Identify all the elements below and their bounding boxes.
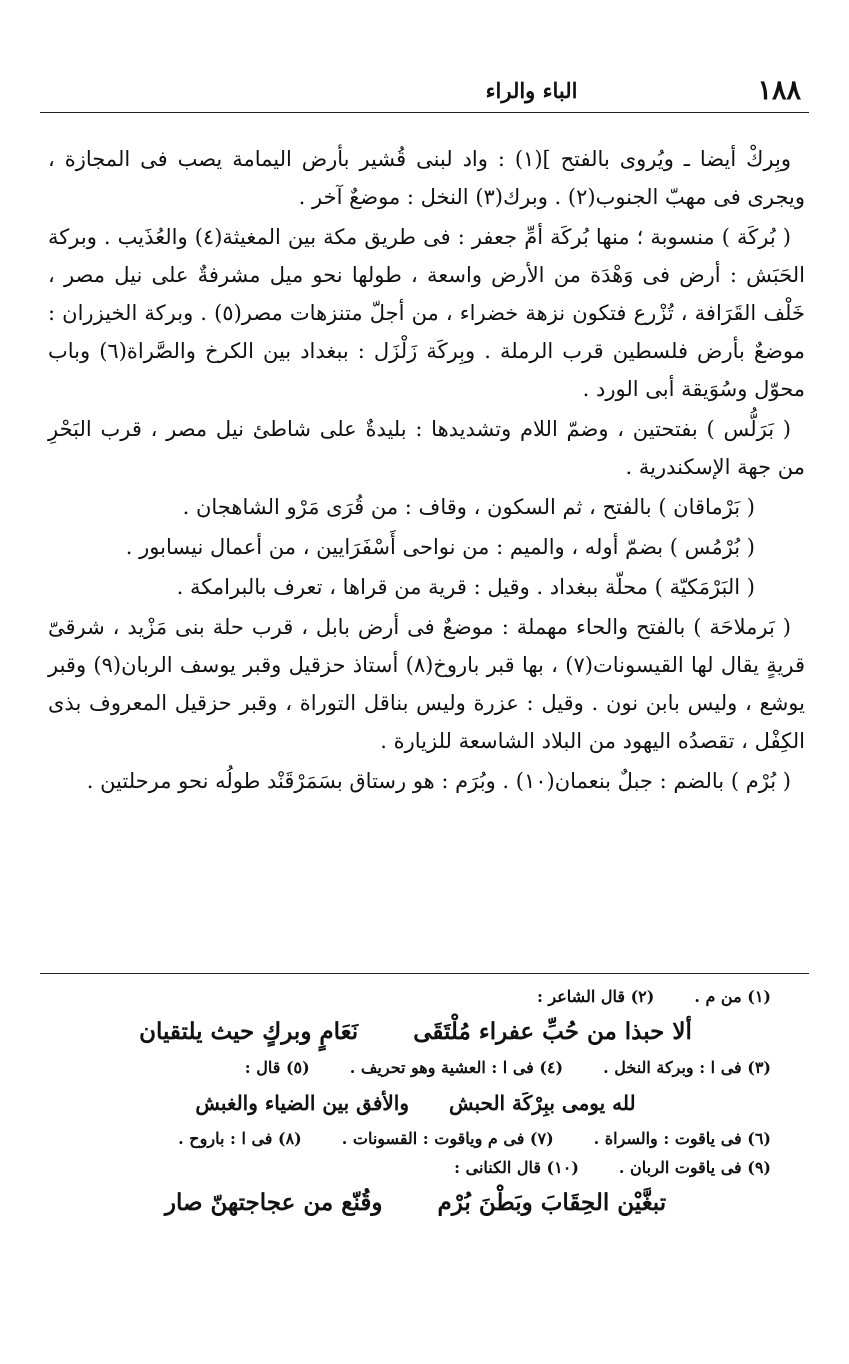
- paragraph: ( بُركَة ) منسوبة ؛ منها بُركَة أمِّ جعفر : فى طريق مكة بين المغيثة(٤) والعُذَيب . وبركة الحَبَش : أرض فى وَهْدَة من الأرض واسعة ، طولها نحو ميل مشرفةٌ على نيل مصر ، خَلْف القَرَافة ، تُزْرع فتكون نزهة خضراء ، من أجلّ متنزهات مصر(٥) . وبركة الخيزران : موضعٌ بأرض فلسطين قرب الرملة . وبِركَة زَلْزَل : ببغداد بين الكرخ والصَّراة(٦) وباب محوّل وسُوَيقة أبى الورد .: [48, 225, 805, 401]
- footnote: (٥) قال :: [244, 1058, 310, 1077]
- verse-hemistich: تبغَّيْن الحِقَابَ وبَطْنَ بُرْم: [437, 1189, 667, 1216]
- footnote: (٧) فى م وياقوت : القسونات .: [341, 1129, 554, 1148]
- main-text: [48, 140, 805, 802]
- paragraph: ( البَرْمَكيّة ) محلّة ببغداد . وقيل : قرية من قراها ، تعرف بالبرامكة .: [176, 575, 755, 599]
- paragraph: وبِركْ أيضا ـ ويُروى بالفتح ](١) : واد لبنى قُشير بأرض اليمامة يصب فى المجازة ، ويجرى فى مهبّ الجنوب(٢) . وبرك(٣) النخل : موضعٌ آخر .: [48, 147, 805, 209]
- footnote: (٦) فى ياقوت : والسراة .: [593, 1129, 771, 1148]
- paragraph: ( بُرْمُس ) بضمّ أوله ، والميم : من نواحى أَسْفَرَايين ، من أعمال نيسابور .: [125, 535, 755, 559]
- footnote-line: [60, 1155, 771, 1180]
- verse-hemistich: لله يومى ببِرْكَة الحبش: [449, 1091, 636, 1115]
- paragraph: ( بَرْماقان ) بالفتح ، ثم السكون ، وقاف : من قُرَى مَرْو الشاهجان .: [182, 495, 755, 519]
- verse: [60, 1013, 771, 1051]
- verse-hemistich: وقُنّع من عجاجتهنّ صار: [164, 1189, 383, 1216]
- page-number: ١٨٨: [757, 74, 801, 106]
- running-title: الباء والراء: [485, 77, 578, 103]
- footnote: (١) من م .: [694, 987, 771, 1006]
- verse: [60, 1084, 771, 1122]
- paragraph: ( بَرَلُّس ) بفتحتين ، وضمّ اللام وتشديدها : بليدةٌ على شاطئ نيل مصر ، قرب البَحْرِ من جهة الإسكندرية .: [48, 417, 805, 479]
- footnote: (٣) فى ا : وبركة النخل .: [603, 1058, 771, 1077]
- footnote: (٤) فى ا : العشية وهو تحريف .: [349, 1058, 564, 1077]
- verse-hemistich: نَعَامٍ وبركٍ حيث يلتقيان: [139, 1018, 359, 1045]
- footnote: (٨) فى ا : باروح .: [178, 1129, 302, 1148]
- verse-hemistich: ألا حبذا من حُبِّ عفراء مُلْتَقَى: [413, 1018, 692, 1045]
- verse: [60, 1184, 771, 1222]
- paragraph: ( بَرملاحَة ) بالفتح والحاء مهملة : موضعٌ فى أرض بابل ، قرب حلة بنى مَزْيد ، شرقىّ قريةٍ يقال لها القيسونات(٧) ، بها قبر باروخ(٨) أستاذ حزقيل وقبر يوسف الربان(٩) وقبر يوشع ، وليس بابن نون . وقيل : عزرة وليس بناقل التوراة ، وقبر حزقيل المعروف بذى الكِفْل ، تقصدُه اليهود من البلاد الشاسعة للزيارة .: [48, 615, 805, 753]
- footnote-divider: [40, 973, 809, 974]
- footnote-line: [60, 984, 771, 1009]
- footnotes: [60, 980, 771, 1224]
- footnote: (١٠) قال الكنانى :: [454, 1158, 579, 1177]
- footnote: (٩) فى ياقوت الربان .: [618, 1158, 771, 1177]
- page-header: [40, 68, 809, 113]
- verse-hemistich: والأفق بين الضياء والغبش: [195, 1091, 409, 1115]
- footnote: (٢) قال الشاعر :: [536, 987, 655, 1006]
- footnote-line: [60, 1126, 771, 1151]
- footnote-line: [60, 1055, 771, 1080]
- paragraph: ( بُرْم ) بالضم : جبلٌ بنعمان(١٠) . وبُرَم : هو رستاق بسَمَرْقَنْد طولُه نحو مرحلتين .: [86, 769, 791, 793]
